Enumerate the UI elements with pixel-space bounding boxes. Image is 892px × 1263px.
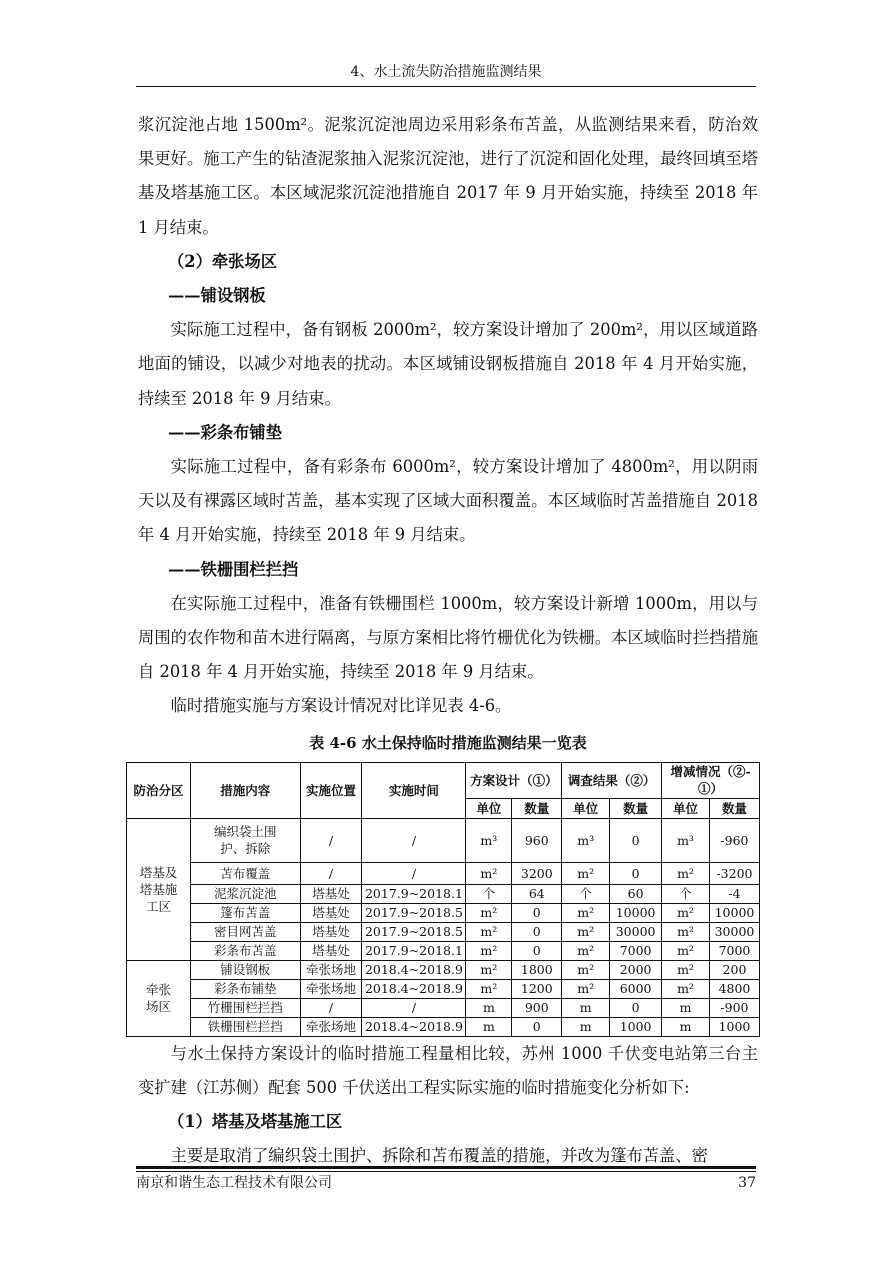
table-cell: 200	[709, 960, 759, 979]
table-cell: 个	[662, 884, 710, 903]
table-cell: m²	[662, 903, 710, 922]
page-footer	[136, 1172, 756, 1194]
table-cell: 1800	[512, 960, 562, 979]
table-cell: m²	[466, 862, 512, 884]
table-cell: m³	[562, 818, 610, 862]
table-cell: 牵张场地	[300, 1017, 362, 1036]
header-unit: 单位	[562, 798, 610, 818]
table-cell: 7000	[610, 941, 662, 960]
table-cell: 2017.9~2018.5	[362, 903, 466, 922]
table-cell: /	[300, 818, 362, 862]
monitoring-table	[126, 762, 760, 1037]
table-cell: m	[662, 1017, 710, 1036]
table-cell: m²	[562, 979, 610, 998]
table-cell: 彩条布铺垫	[190, 979, 300, 998]
table-cell: 0	[512, 1017, 562, 1036]
table-cell: 铺设钢板	[190, 960, 300, 979]
table-cell: 苫布覆盖	[190, 862, 300, 884]
table-cell: 30000	[610, 922, 662, 941]
table-cell: 1000	[610, 1017, 662, 1036]
paragraph-caitiaobu: 实际施工过程中，备有彩条布 6000m²，较方案设计增加了 4800m²，用以阴雨天以及有裸露区域时苫盖，基本实现了区域大面积覆盖。本区域临时苫盖措施自 2018 年 4 月开始实施，持续至 2018 年 9 月结束。	[138, 457, 758, 545]
table-cell: 塔基处	[300, 884, 362, 903]
paragraph-tiezha: 在实际施工过程中，准备有铁栅围栏 1000m，较方案设计新增 1000m，用以与周围的农作物和苗木进行隔离，与原方案相比将竹栅优化为铁栅。本区域临时拦挡措施自 2018 年 4 月开始实施，持续至 2018 年 9 月结束。	[138, 593, 758, 682]
table-cell: 64	[512, 884, 562, 903]
table-cell: m²	[466, 903, 512, 922]
heading-tajī: （1）塔基及塔基施工区	[168, 1112, 343, 1132]
table-cell: 4800	[709, 979, 759, 998]
table-cell: 0	[610, 998, 662, 1017]
table-cell: m²	[562, 862, 610, 884]
table-cell: m²	[662, 862, 710, 884]
table-cell: /	[300, 998, 362, 1017]
body-text	[133, 108, 758, 1173]
table-cell: 1000	[709, 1017, 759, 1036]
table-cell: 2018.4~2018.9	[362, 1017, 466, 1036]
table-cell: 0	[610, 862, 662, 884]
table-cell: 泥浆沉淀池	[190, 884, 300, 903]
table-cell: m	[466, 998, 512, 1017]
table-row	[127, 922, 760, 941]
table-cell: 1200	[512, 979, 562, 998]
table-cell: 塔基处	[300, 903, 362, 922]
table-cell: 个	[562, 884, 610, 903]
table-row	[127, 818, 760, 862]
table-cell: 个	[466, 884, 512, 903]
table-cell: 篷布苫盖	[190, 903, 300, 922]
paragraph-table-ref: 临时措施实施与方案设计情况对比详见表 4-6。	[170, 696, 512, 716]
paragraph-compare: 与水土保持方案设计的临时措施工程量相比较，苏州 1000 千伏变电站第三台主变扩建（江苏侧）配套 500 千伏送出工程实际实施的临时措施变化分析如下:	[138, 1043, 758, 1097]
table-cell: 60	[610, 884, 662, 903]
heading-caitiaobu: ——彩条布铺垫	[168, 422, 282, 442]
table-cell: 0	[512, 903, 562, 922]
heading-gangban: ——铺设钢板	[168, 286, 266, 306]
table-cell: m²	[662, 922, 710, 941]
table-row	[127, 960, 760, 979]
table-cell: 10000	[709, 903, 759, 922]
table-cell: m	[662, 998, 710, 1017]
page-number: 37	[738, 1175, 756, 1191]
table-cell: m²	[562, 903, 610, 922]
table-cell: m³	[466, 818, 512, 862]
table-row	[127, 979, 760, 998]
table-row	[127, 998, 760, 1017]
table-cell: 0	[512, 941, 562, 960]
table-cell: m²	[466, 941, 512, 960]
table-row	[127, 862, 760, 884]
header-change: 增减情况（②-①）	[662, 762, 760, 798]
header-zone: 防治分区	[127, 762, 191, 818]
table-cell: 牵张场地	[300, 960, 362, 979]
header-qty: 数量	[709, 798, 759, 818]
table-row	[127, 903, 760, 922]
table-cell: 牵张场地	[300, 979, 362, 998]
table-cell: m	[466, 1017, 512, 1036]
table-cell: m²	[466, 960, 512, 979]
paragraph-last: 主要是取消了编织袋土围护、拆除和苫布覆盖的措施，并改为篷布苫盖、密	[170, 1146, 708, 1166]
zone-cell: 牵张场区	[127, 960, 191, 1036]
table-cell: 2017.9~2018.1	[362, 941, 466, 960]
table-cell: m	[562, 998, 610, 1017]
table-cell: 2018.4~2018.9	[362, 979, 466, 998]
table-cell: 竹栅围栏拦挡	[190, 998, 300, 1017]
table-cell: -900	[709, 998, 759, 1017]
paragraph-sediment: 浆沉淀池占地 1500m²。泥浆沉淀池周边采用彩条布苫盖，从监测结果来看，防治效果更好。施工产生的钻渣泥浆抽入泥浆沉淀池，进行了沉淀和固化处理，最终回填至塔基及塔基施工区。本区域泥浆沉淀池措施自 2017 年 9 月开始实施，持续至 2018 年 1 月结束。	[138, 115, 758, 237]
table-cell: m²	[662, 941, 710, 960]
table-cell: 900	[512, 998, 562, 1017]
header-plan: 方案设计（①）	[466, 762, 562, 798]
paragraph-gangban: 实际施工过程中，备有钢板 2000m²，较方案设计增加了 200m²，用以区域道路地面的铺设，以减少对地表的扰动。本区域铺设钢板措施自 2018 年 4 月开始实施，持续至 2018 年 9 月结束。	[138, 320, 758, 408]
header-unit: 单位	[662, 798, 710, 818]
table-cell: -960	[709, 818, 759, 862]
table-cell: 塔基处	[300, 922, 362, 941]
table-cell: 铁栅围栏拦挡	[190, 1017, 300, 1036]
header-location: 实施位置	[300, 762, 362, 818]
header-unit: 单位	[466, 798, 512, 818]
table-cell: 6000	[610, 979, 662, 998]
table-cell: 2017.9~2018.5	[362, 922, 466, 941]
header-qty: 数量	[610, 798, 662, 818]
header-rule	[136, 86, 756, 87]
table-caption: 表 4-6 水土保持临时措施监测结果一览表	[309, 733, 587, 752]
footer-rule	[136, 1166, 756, 1169]
table-cell: /	[300, 862, 362, 884]
table-cell: 7000	[709, 941, 759, 960]
table-cell: m	[562, 1017, 610, 1036]
table-cell: 3200	[512, 862, 562, 884]
table-cell: 30000	[709, 922, 759, 941]
footer-company: 南京和谐生态工程技术有限公司	[136, 1175, 332, 1191]
table-cell: m²	[662, 979, 710, 998]
table-cell: 彩条布苫盖	[190, 941, 300, 960]
table-cell: m²	[562, 960, 610, 979]
table-cell: /	[362, 818, 466, 862]
table-cell: m³	[662, 818, 710, 862]
table-cell: m²	[562, 941, 610, 960]
table-row	[127, 941, 760, 960]
heading-qianzhang: （2）牵张场区	[168, 251, 278, 271]
header-qty: 数量	[512, 798, 562, 818]
table-cell: m²	[562, 922, 610, 941]
table-cell: 2000	[610, 960, 662, 979]
header-survey: 调查结果（②）	[562, 762, 662, 798]
table-cell: m²	[662, 960, 710, 979]
table-cell: -3200	[709, 862, 759, 884]
table-cell: 编织袋土围护、拆除	[190, 818, 300, 862]
table-cell: 960	[512, 818, 562, 862]
running-header: 4、水土流失防治措施监测结果	[350, 64, 542, 80]
table-cell: 10000	[610, 903, 662, 922]
table-cell: m²	[466, 979, 512, 998]
table-cell: 2018.4~2018.9	[362, 960, 466, 979]
table-cell: 2017.9~2018.1	[362, 884, 466, 903]
table-cell: 密目网苫盖	[190, 922, 300, 941]
table-cell: m²	[466, 922, 512, 941]
table-row	[127, 884, 760, 903]
zone-cell: 塔基及塔基施工区	[127, 818, 191, 960]
table-cell: 0	[512, 922, 562, 941]
heading-tiezha: ——铁栅围栏拦挡	[168, 559, 299, 579]
table-cell: 0	[610, 818, 662, 862]
table-cell: /	[362, 862, 466, 884]
header-measure: 措施内容	[190, 762, 300, 818]
table-cell: /	[362, 998, 466, 1017]
header-time: 实施时间	[362, 762, 466, 818]
table-cell: -4	[709, 884, 759, 903]
table-cell: 塔基处	[300, 941, 362, 960]
table-row	[127, 1017, 760, 1036]
